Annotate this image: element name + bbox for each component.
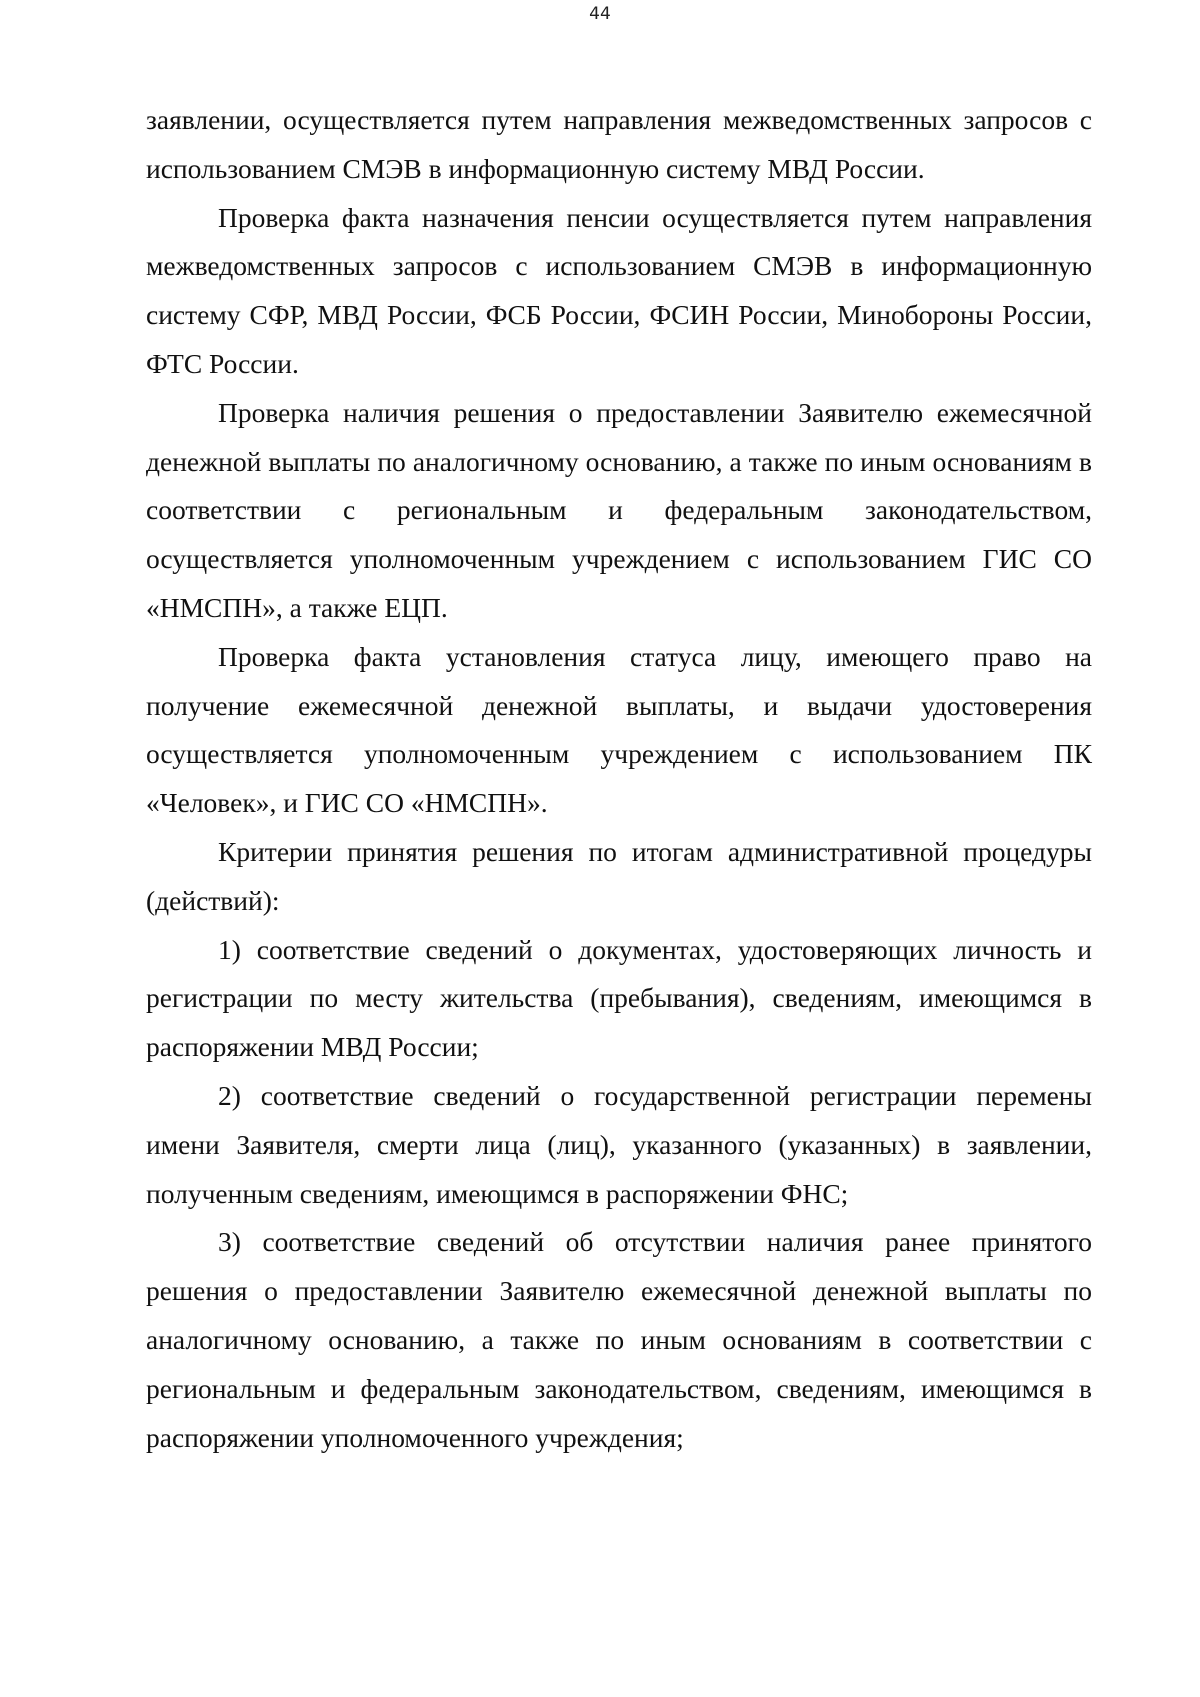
- list-item-criterion-1: 1) соответствие сведений о документах, удостоверяющих личность и регистрации по месту жительства (пребывания), сведениям, имеющимся в распоряжении МВД России;: [146, 933, 1092, 1063]
- paragraph-continuation: заявлении, осуществляется путем направления межведомственных запросов с использованием СМЭВ в информационную систему МВД России.: [146, 104, 1092, 184]
- paragraph-criteria-heading: Критерии принятия решения по итогам административной процедуры (действий):: [146, 835, 1092, 916]
- paragraph-pension-check: Проверка факта назначения пенсии осуществляется путем направления межведомственных запросов с использованием СМЭВ в информационную систему СФР, МВД России, ФСБ России, ФСИН России, Минобороны России, ФТС России.: [146, 201, 1092, 379]
- document-body: [146, 96, 1092, 1462]
- paragraph-decision-check: Проверка наличия решения о предоставлении Заявителю ежемесячной денежной выплаты по аналогичному основанию, а также по иным основаниям в соответствии с региональным и федеральным законодательством, осуществляется уполномоченным учреждением с использованием ГИС СО «НМСПН», а также ЕЦП.: [146, 396, 1092, 623]
- page-number: 44: [589, 4, 611, 24]
- list-item-criterion-3: 3) соответствие сведений об отсутствии наличия ранее принятого решения о предоставлении Заявителю ежемесячной денежной выплаты по аналогичному основанию, а также по иным основаниям в соответствии с региональным и федеральным законодательством, сведениям, имеющимся в распоряжении уполномоченного учреждения;: [146, 1226, 1092, 1453]
- list-item-criterion-2: 2) соответствие сведений о государственной регистрации перемены имени Заявителя, смерти лица (лиц), указанного (указанных) в заявлении, полученным сведениям, имеющимся в распоряжении ФНС;: [146, 1079, 1092, 1209]
- paragraph-status-check: Проверка факта установления статуса лицу, имеющего право на получение ежемесячной денежной выплаты, и выдачи удостоверения осуществляется уполномоченным учреждением с использованием ПК «Человек», и ГИС СО «НМСПН».: [146, 640, 1092, 819]
